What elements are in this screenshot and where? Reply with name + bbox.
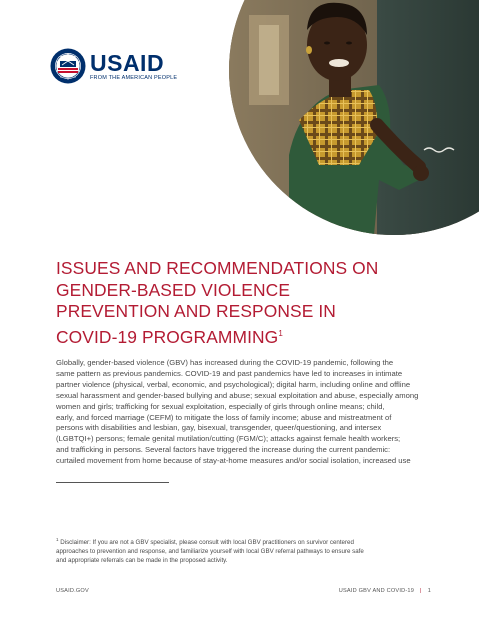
- body-line: women and girls; trafficking for sexual exploitation, especially of girls through online means; child,: [56, 401, 385, 411]
- title-line-text: COVID-19 PROGRAMMING: [56, 326, 279, 347]
- body-line: curtailed movement from home because of stay-at-home measures and/or social isolation, increased use: [56, 456, 411, 466]
- logo-wordmark: USAID: [90, 49, 165, 76]
- document-title: [56, 258, 436, 348]
- body-line: partner violence (physical, verbal, economic, and psychological); digital harm, including online and offline: [56, 379, 411, 389]
- body-paragraph: [56, 358, 426, 467]
- body-line: same pattern as previous pandemics. COVID-19 and past pandemics have led to increases in intimate: [56, 368, 403, 378]
- footnote: [56, 535, 426, 565]
- usaid-seal-icon: [50, 48, 86, 84]
- title-footnote-mark: 1: [278, 328, 283, 338]
- footnote-line-text: Disclaimer: If you are not a GBV specialist, please consult with local GBV practitioners on survivor centered: [58, 539, 354, 547]
- body-line: sexual harassment and gender-based bullying and abuse; sexual exploitation and abuse, especially among: [56, 390, 419, 400]
- title-line: [56, 323, 436, 348]
- footer-separator: |: [420, 588, 422, 594]
- logo-tagline: FROM THE AMERICAN PEOPLE: [90, 74, 178, 81]
- title-line: GENDER-BASED VIOLENCE: [56, 279, 291, 300]
- body-line: persons with disabilities and lesbian, gay, bisexual, transgender, queer/questioning, and intersex: [56, 423, 382, 433]
- title-line: ISSUES AND RECOMMENDATIONS ON: [56, 258, 379, 278]
- footnote-mark: 1: [56, 537, 59, 542]
- body-line: (LGBTQI+) persons; female genital mutilation/cutting (FGM/C); attacks against female health workers;: [56, 434, 401, 444]
- hero-photo: [229, 0, 479, 235]
- body-line: and trafficking in persons. Several factors have triggered the increase during the current pandemic:: [56, 445, 391, 455]
- footnote-divider: [56, 482, 169, 483]
- body-line: early, and forced marriage (CEFM) to mitigate the loss of family income; abuse and mistreatment of: [56, 412, 392, 422]
- footer-doc-label: USAID GBV AND COVID-19: [338, 588, 415, 594]
- body-line: Globally, gender-based violence (GBV) has increased during the COVID-19 pandemic, following the: [56, 358, 394, 367]
- footnote-line: [56, 535, 426, 547]
- footer-running-head: [339, 588, 431, 594]
- photo-student-at-chalkboard-icon: [229, 0, 479, 235]
- footnote-line: and appropriate referrals can be made in the proposed activity.: [56, 557, 228, 565]
- footer-website: USAID.GOV: [56, 588, 89, 594]
- footnote-line: approaches to prevention and response, and familiarize yourself with local GBV referral pathways to ensure safe: [56, 548, 364, 556]
- title-line: PREVENTION AND RESPONSE IN: [56, 301, 336, 321]
- usaid-logo: [50, 48, 177, 84]
- page-number: 1: [427, 588, 431, 594]
